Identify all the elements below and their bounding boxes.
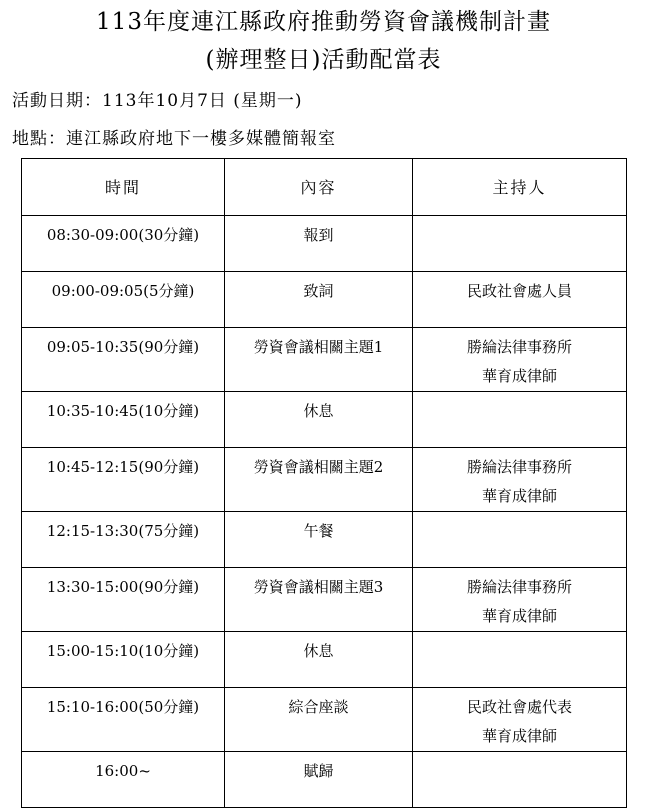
time-cell-text: 12:15-13:30(75分鐘) [46,522,200,540]
time-cell [22,632,225,688]
time-cell [22,392,225,448]
document-title: 113年度連江縣政府推動勞資會議機制計畫 [96,9,551,35]
host-cell-line: 勝綸法律事務所 [466,338,572,356]
host-cell [413,392,627,448]
schedule-table [21,158,627,808]
host-cell [413,752,627,808]
content-cell-text: 賦歸 [303,762,334,780]
table-row [22,216,627,272]
host-cell-line: 民政社會處代表 [466,698,572,716]
table-row [22,512,627,568]
content-cell-text: 勞資會議相關主題2 [253,458,384,476]
content-cell [225,752,413,808]
document-subtitle: (辦理整日)活動配當表 [205,47,442,73]
table-row [22,448,627,512]
host-cell [413,688,627,752]
host-cell [413,216,627,272]
host-cell-text [413,632,626,637]
time-cell-text: 09:00-09:05(5分鐘) [51,282,195,300]
content-cell [225,688,413,752]
host-cell-text: 民政社會處人員 [466,282,572,300]
content-cell [225,512,413,568]
host-cell [413,632,627,688]
time-cell [22,448,225,512]
content-cell-text: 致詞 [303,282,334,300]
host-cell-text [413,568,626,631]
host-cell-line: 華育成律師 [481,727,557,745]
time-cell [22,688,225,752]
table-row [22,568,627,632]
content-cell [225,632,413,688]
content-cell [225,272,413,328]
content-cell [225,392,413,448]
schedule-table-body [22,216,627,808]
time-cell [22,568,225,632]
table-row [22,632,627,688]
table-header-row [22,159,627,216]
host-cell-text [413,448,626,511]
time-cell-text: 15:10-16:00(50分鐘) [46,698,200,716]
time-cell-text: 09:05-10:35(90分鐘) [46,338,200,356]
host-cell [413,448,627,512]
host-cell-text [413,512,626,517]
table-row [22,752,627,808]
host-cell-text [413,216,626,221]
table-row [22,392,627,448]
content-cell-text: 休息 [303,642,334,660]
time-cell-text: 15:00-15:10(10分鐘) [46,642,200,660]
content-cell [225,328,413,392]
event-date: 活動日期：113年10月7日 (星期一) [12,91,303,111]
time-cell [22,328,225,392]
time-cell-text: 13:30-15:00(90分鐘) [46,578,200,596]
content-cell [225,568,413,632]
table-row [22,328,627,392]
time-cell [22,216,225,272]
host-cell [413,328,627,392]
content-cell-text: 勞資會議相關主題1 [253,338,384,356]
column-header-time: 時間 [22,159,225,216]
host-cell-line: 勝綸法律事務所 [466,458,572,476]
content-cell [225,216,413,272]
column-header-host: 主持人 [413,159,627,216]
host-cell [413,568,627,632]
content-cell [225,448,413,512]
content-cell-text: 勞資會議相關主題3 [253,578,384,596]
table-row [22,688,627,752]
content-cell-text: 休息 [303,402,334,420]
time-cell-text: 16:00~ [95,762,151,780]
host-cell-line: 華育成律師 [481,367,557,385]
host-cell-text [413,328,626,391]
time-cell-text: 08:30-09:00(30分鐘) [46,226,200,244]
content-cell-text: 午餐 [303,522,334,540]
time-cell-text: 10:45-12:15(90分鐘) [46,458,200,476]
time-cell [22,272,225,328]
host-cell-text [413,752,626,757]
time-cell [22,512,225,568]
content-cell-text: 綜合座談 [288,698,349,716]
host-cell [413,272,627,328]
column-header-content: 內容 [225,159,413,216]
table-row [22,272,627,328]
time-cell [22,752,225,808]
host-cell-line: 華育成律師 [481,487,557,505]
host-cell [413,512,627,568]
host-cell-line: 華育成律師 [481,607,557,625]
host-cell-line: 勝綸法律事務所 [466,578,572,596]
content-cell-text: 報到 [303,226,334,244]
host-cell-text [413,392,626,397]
event-location: 地點：連江縣政府地下一樓多媒體簡報室 [12,129,336,149]
time-cell-text: 10:35-10:45(10分鐘) [46,402,200,420]
host-cell-text [413,688,626,751]
